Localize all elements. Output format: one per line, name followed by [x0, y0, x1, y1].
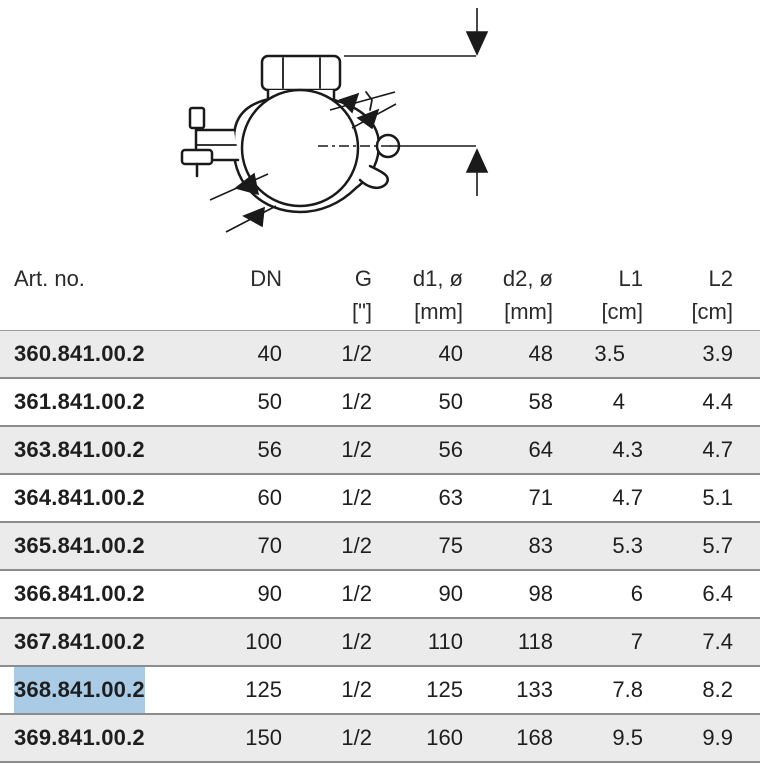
- cell-dn: 100: [245, 629, 282, 654]
- cell-d1: 40: [438, 341, 463, 366]
- cell-g: 1/2: [341, 581, 372, 606]
- cell-d2: 133: [516, 677, 553, 702]
- header-art-no: Art. no.: [14, 266, 85, 291]
- cell-d2: 71: [528, 485, 553, 510]
- cell-l2: 7.4: [702, 629, 733, 654]
- cell-dn: 50: [257, 389, 282, 414]
- cell-d2: 168: [516, 725, 553, 750]
- cell-l1: 7.8: [612, 677, 643, 702]
- cell-art-no[interactable]: 365.841.00.2: [14, 533, 145, 558]
- cell-d1: 50: [438, 389, 463, 414]
- table-row[interactable]: [0, 715, 760, 763]
- cell-d1: 90: [438, 581, 463, 606]
- cell-dn: 60: [257, 485, 282, 510]
- cell-d2: 48: [528, 341, 553, 366]
- cell-l1: 5.3: [612, 533, 643, 558]
- cell-l2: 4.7: [702, 437, 733, 462]
- header-d2-unit: [mm]: [504, 299, 553, 324]
- header-g-label: G: [354, 266, 372, 291]
- cell-l2: 4.4: [702, 389, 733, 414]
- cell-l2: 9.9: [702, 725, 733, 750]
- header-l2: [691, 262, 733, 328]
- cell-d1: 56: [438, 437, 463, 462]
- cell-l2: 3.9: [702, 341, 733, 366]
- cell-art-no[interactable]: 369.841.00.2: [14, 725, 145, 750]
- cell-dn: 125: [245, 677, 282, 702]
- table-row[interactable]: [0, 379, 760, 427]
- header-d2-label: d2, ø: [502, 266, 553, 291]
- cell-d2: 64: [528, 437, 553, 462]
- table-row[interactable]: [0, 523, 760, 571]
- cell-dn: 150: [245, 725, 282, 750]
- cell-g: 1/2: [341, 629, 372, 654]
- cell-l1: 4.3: [612, 437, 643, 462]
- cell-l1: 9.5: [612, 725, 643, 750]
- cell-g: 1/2: [341, 437, 372, 462]
- table-row[interactable]: [0, 667, 760, 715]
- cell-d2: 118: [517, 629, 553, 654]
- cell-l2: 8.2: [702, 677, 733, 702]
- cell-l1: 4.7: [612, 485, 643, 510]
- cell-art-no[interactable]: 363.841.00.2: [14, 437, 145, 462]
- header-d1: [413, 262, 463, 328]
- table-body: [0, 331, 760, 763]
- pipe-clamp-drawing: [0, 0, 760, 255]
- cell-d1: 75: [438, 533, 463, 558]
- cell-g: 1/2: [341, 341, 372, 366]
- cell-g: 1/2: [341, 725, 372, 750]
- cell-dn: 56: [257, 437, 282, 462]
- header-dn: DN: [250, 266, 282, 291]
- cell-dn: 90: [257, 581, 282, 606]
- cell-l1: 3.5: [594, 341, 625, 366]
- cell-d1: 160: [426, 725, 463, 750]
- table-row[interactable]: [0, 427, 760, 475]
- table-row[interactable]: [0, 475, 760, 523]
- cell-d1: 63: [438, 485, 463, 510]
- cell-g: 1/2: [341, 485, 372, 510]
- header-l1-label: L1: [618, 266, 643, 291]
- cell-d2: 98: [528, 581, 553, 606]
- cell-dn: 70: [257, 533, 282, 558]
- cell-g: 1/2: [341, 389, 372, 414]
- specification-table: [0, 255, 760, 763]
- cell-l1: 6: [630, 581, 643, 606]
- table-row[interactable]: [0, 331, 760, 379]
- cell-g: 1/2: [341, 533, 372, 558]
- cell-l1: 7: [630, 629, 643, 654]
- header-l2-label: L2: [708, 266, 733, 291]
- cell-d1: 110: [427, 629, 463, 654]
- cell-g: 1/2: [341, 677, 372, 702]
- cell-d2: 58: [528, 389, 553, 414]
- cell-dn: 40: [257, 341, 282, 366]
- table-row[interactable]: [0, 571, 760, 619]
- header-g: [352, 262, 372, 328]
- cell-art-no-selected[interactable]: 368.841.00.2: [14, 667, 145, 713]
- cell-art-no[interactable]: 367.841.00.2: [14, 629, 145, 654]
- cell-l2: 6.4: [702, 581, 733, 606]
- header-d1-label: d1, ø: [412, 266, 463, 291]
- cell-d1: 125: [426, 677, 463, 702]
- header-d1-unit: [mm]: [414, 299, 463, 324]
- cell-art-no[interactable]: 364.841.00.2: [14, 485, 145, 510]
- header-l1-unit: [cm]: [601, 299, 643, 324]
- cell-art-no[interactable]: 360.841.00.2: [14, 341, 145, 366]
- header-l1: [601, 262, 643, 328]
- header-g-unit: ["]: [351, 299, 372, 324]
- cell-l2: 5.1: [702, 485, 733, 510]
- cell-l2: 5.7: [702, 533, 733, 558]
- header-l2-unit: [cm]: [691, 299, 733, 324]
- table-row[interactable]: [0, 619, 760, 667]
- header-d2: [503, 262, 553, 328]
- cell-art-no[interactable]: 361.841.00.2: [14, 389, 145, 414]
- table-header: [0, 255, 760, 331]
- cell-d2: 83: [528, 533, 553, 558]
- cell-l1: 4: [612, 389, 625, 414]
- cell-art-no[interactable]: 366.841.00.2: [14, 581, 145, 606]
